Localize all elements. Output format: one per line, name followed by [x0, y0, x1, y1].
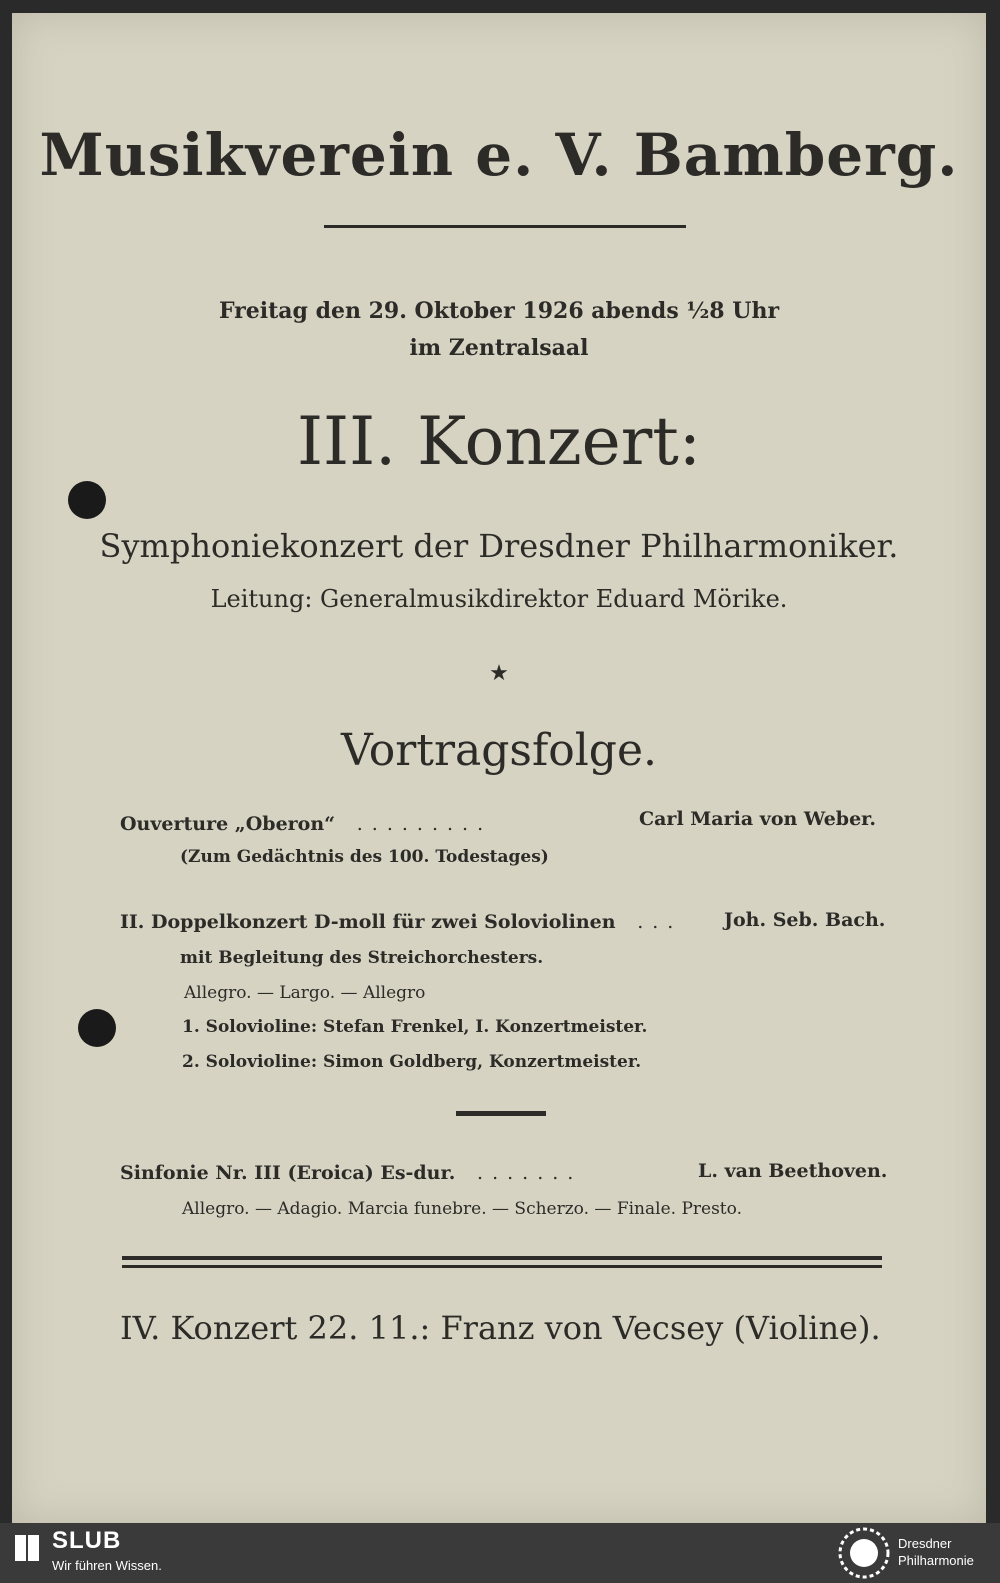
work-title: Ouverture „Oberon“: [120, 813, 336, 835]
work-title: II. Doppelkonzert D-moll für zwei Soloviolinen: [120, 911, 616, 933]
program-work-1: [120, 813, 492, 835]
punch-hole: [78, 1009, 116, 1047]
program-work-2: [120, 911, 682, 933]
work-title: Sinfonie Nr. III (Eroica) Es-dur.: [120, 1162, 456, 1184]
venue-line: im Zentralsaal: [409, 335, 589, 361]
footer-bar: [0, 1523, 1000, 1583]
program-composer-2: Joh. Seb. Bach.: [724, 909, 886, 931]
partner-name-line2: Philharmonie: [898, 1553, 974, 1568]
program-detail: Allegro. — Largo. — Allegro: [184, 983, 426, 1003]
book-icon: [14, 1533, 40, 1563]
concert-subtitle: Symphoniekonzert der Dresdner Philharmoniker.: [99, 527, 899, 565]
program-detail: mit Begleitung des Streichorchesters.: [180, 948, 544, 968]
leader-dots: .......: [462, 1162, 583, 1184]
double-rule-bottom: [122, 1265, 882, 1268]
slub-name: SLUB: [52, 1527, 122, 1554]
slub-tagline: Wir führen Wissen.: [52, 1558, 162, 1573]
punch-hole: [68, 481, 106, 519]
organization-title: Musikverein e. V. Bamberg.: [39, 121, 959, 189]
program-composer-3: L. van Beethoven.: [698, 1160, 888, 1182]
concert-heading: III. Konzert:: [296, 403, 702, 480]
leader-dots: .........: [341, 813, 493, 835]
program-detail: Allegro. — Adagio. Marcia funebre. — Scherzo. — Finale. Presto.: [182, 1199, 742, 1219]
program-sheet: [12, 13, 986, 1523]
program-heading: Vortragsfolge.: [341, 725, 657, 776]
program-detail: 2. Solovioline: Simon Goldberg, Konzertmeister.: [182, 1052, 642, 1072]
program-detail: 1. Solovioline: Stefan Frenkel, I. Konzertmeister.: [182, 1017, 648, 1037]
double-rule-top: [122, 1256, 882, 1260]
program-composer-1: Carl Maria von Weber.: [639, 808, 877, 830]
program-detail: (Zum Gedächtnis des 100. Todestages): [180, 847, 549, 867]
section-divider: [456, 1111, 546, 1116]
title-divider: [324, 225, 686, 228]
star-ornament: ★: [489, 661, 509, 686]
partner-name-line1: Dresdner: [898, 1536, 952, 1551]
next-concert-line: IV. Konzert 22. 11.: Franz von Vecsey (Violine).: [120, 1309, 881, 1347]
date-line: Freitag den 29. Oktober 1926 abends ½8 Uhr: [218, 298, 780, 324]
leader-dots: ...: [622, 911, 683, 933]
conductor-line: Leitung: Generalmusikdirektor Eduard Mörike.: [210, 585, 788, 613]
program-work-3: [120, 1162, 582, 1184]
philharmonie-logo-icon: [838, 1527, 890, 1579]
sheet-content: [12, 13, 986, 1523]
